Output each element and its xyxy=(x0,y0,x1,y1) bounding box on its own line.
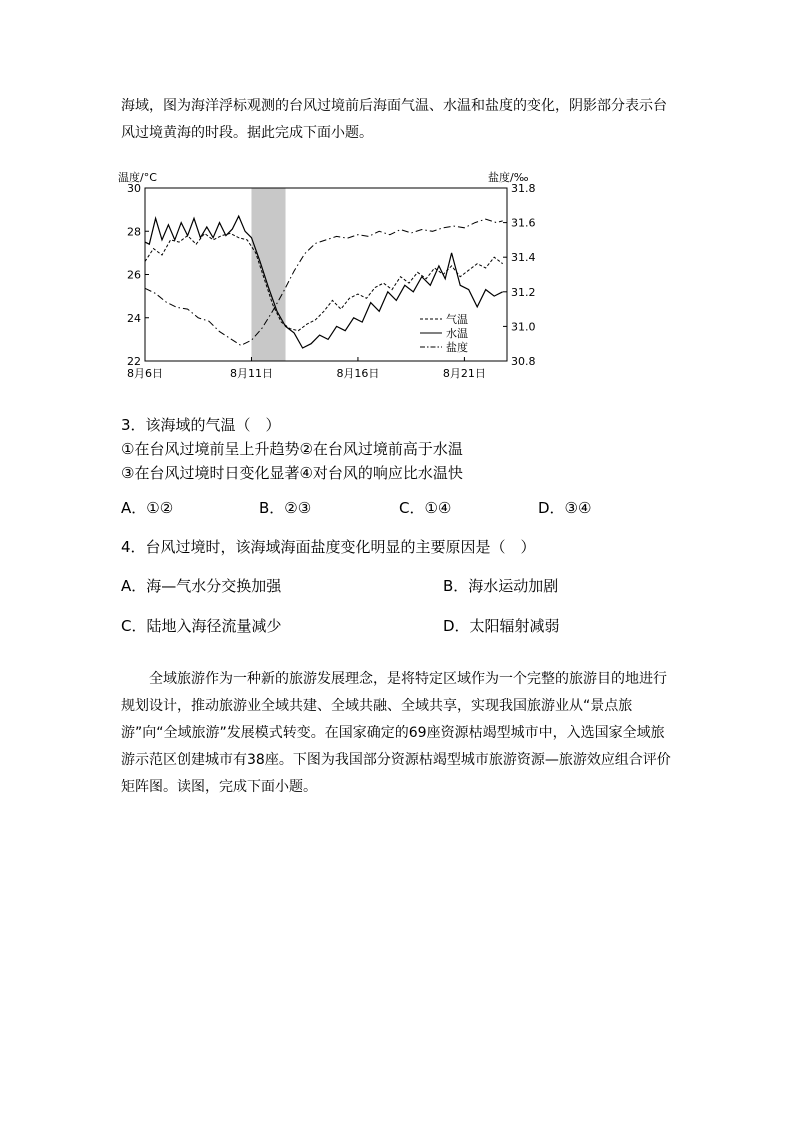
right-tick-label: 31.8 xyxy=(511,182,536,195)
right-tick-label: 31.0 xyxy=(511,320,536,334)
q4-option-a[interactable]: A．海—气水分交换加强 xyxy=(121,577,282,595)
q3-stem: 3．该海域的气温（ ） xyxy=(121,416,281,434)
left-axis-label: 温度/°C xyxy=(118,171,157,184)
q3-option-a[interactable]: A．①② xyxy=(121,499,174,517)
left-tick-label: 28 xyxy=(127,225,141,239)
question-3 xyxy=(121,413,463,485)
typhoon-chart xyxy=(110,160,540,392)
left-tick-label: 26 xyxy=(127,268,141,282)
left-tick-label: 24 xyxy=(127,311,141,325)
q4-option-c[interactable]: C．陆地入海径流量减少 xyxy=(121,617,282,635)
q3-statement-line-2: ③在台风过境时日变化显著④对台风的响应比水温快 xyxy=(121,464,463,482)
q4-option-d[interactable]: D．太阳辐射减弱 xyxy=(443,617,560,635)
right-tick-label: 31.2 xyxy=(511,285,536,299)
q4-option-b[interactable]: B．海水运动加剧 xyxy=(443,577,559,595)
q3-statement-line-1: ①在台风过境前呈上升趋势②在台风过境前高于水温 xyxy=(121,440,463,458)
right-tick-label: 31.4 xyxy=(511,251,536,265)
x-tick-label: 8月21日 xyxy=(442,367,486,380)
intro-paragraph: 海域，图为海洋浮标观测的台风过境前后海面气温、水温和盐度的变化，阴影部分表示台风过境黄海的时段。据此完成下面小题。 xyxy=(121,98,667,141)
legend-label: 气温 xyxy=(446,313,468,326)
right-tick-label: 30.8 xyxy=(511,355,536,368)
right-tick-label: 31.6 xyxy=(511,216,536,230)
x-tick-label: 8月11日 xyxy=(229,367,273,380)
q4-stem: 4．台风过境时，该海域海面盐度变化明显的主要原因是（ ） xyxy=(121,538,536,556)
x-tick-label: 8月6日 xyxy=(127,367,163,380)
x-tick-label: 8月16日 xyxy=(336,367,380,380)
left-tick-label: 22 xyxy=(127,355,141,368)
q3-option-c[interactable]: C．①④ xyxy=(399,499,452,517)
tourism-paragraph: 全域旅游作为一种新的旅游发展理念，是将特定区域作为一个完整的旅游目的地进行规划设计，推动旅游业全域共建、全域共融、全域共享，实现我国旅游业从“景点旅游”向“全域旅游”发展模式转变。在国家确定的69座资源枯竭型城市中，入选国家全域旅游示范区创建城市有38座。下图为我国部分资源枯竭型城市旅游资源—旅游效应组合评价矩阵图。读图，完成下面小题。 xyxy=(121,671,671,795)
q3-option-b[interactable]: B．②③ xyxy=(259,499,312,517)
legend-label: 盐度 xyxy=(446,341,468,354)
legend-label: 水温 xyxy=(446,327,468,340)
left-tick-label: 30 xyxy=(127,182,141,195)
right-axis-label: 盐度/‰ xyxy=(488,171,529,184)
q3-option-d[interactable]: D．③④ xyxy=(538,499,592,517)
